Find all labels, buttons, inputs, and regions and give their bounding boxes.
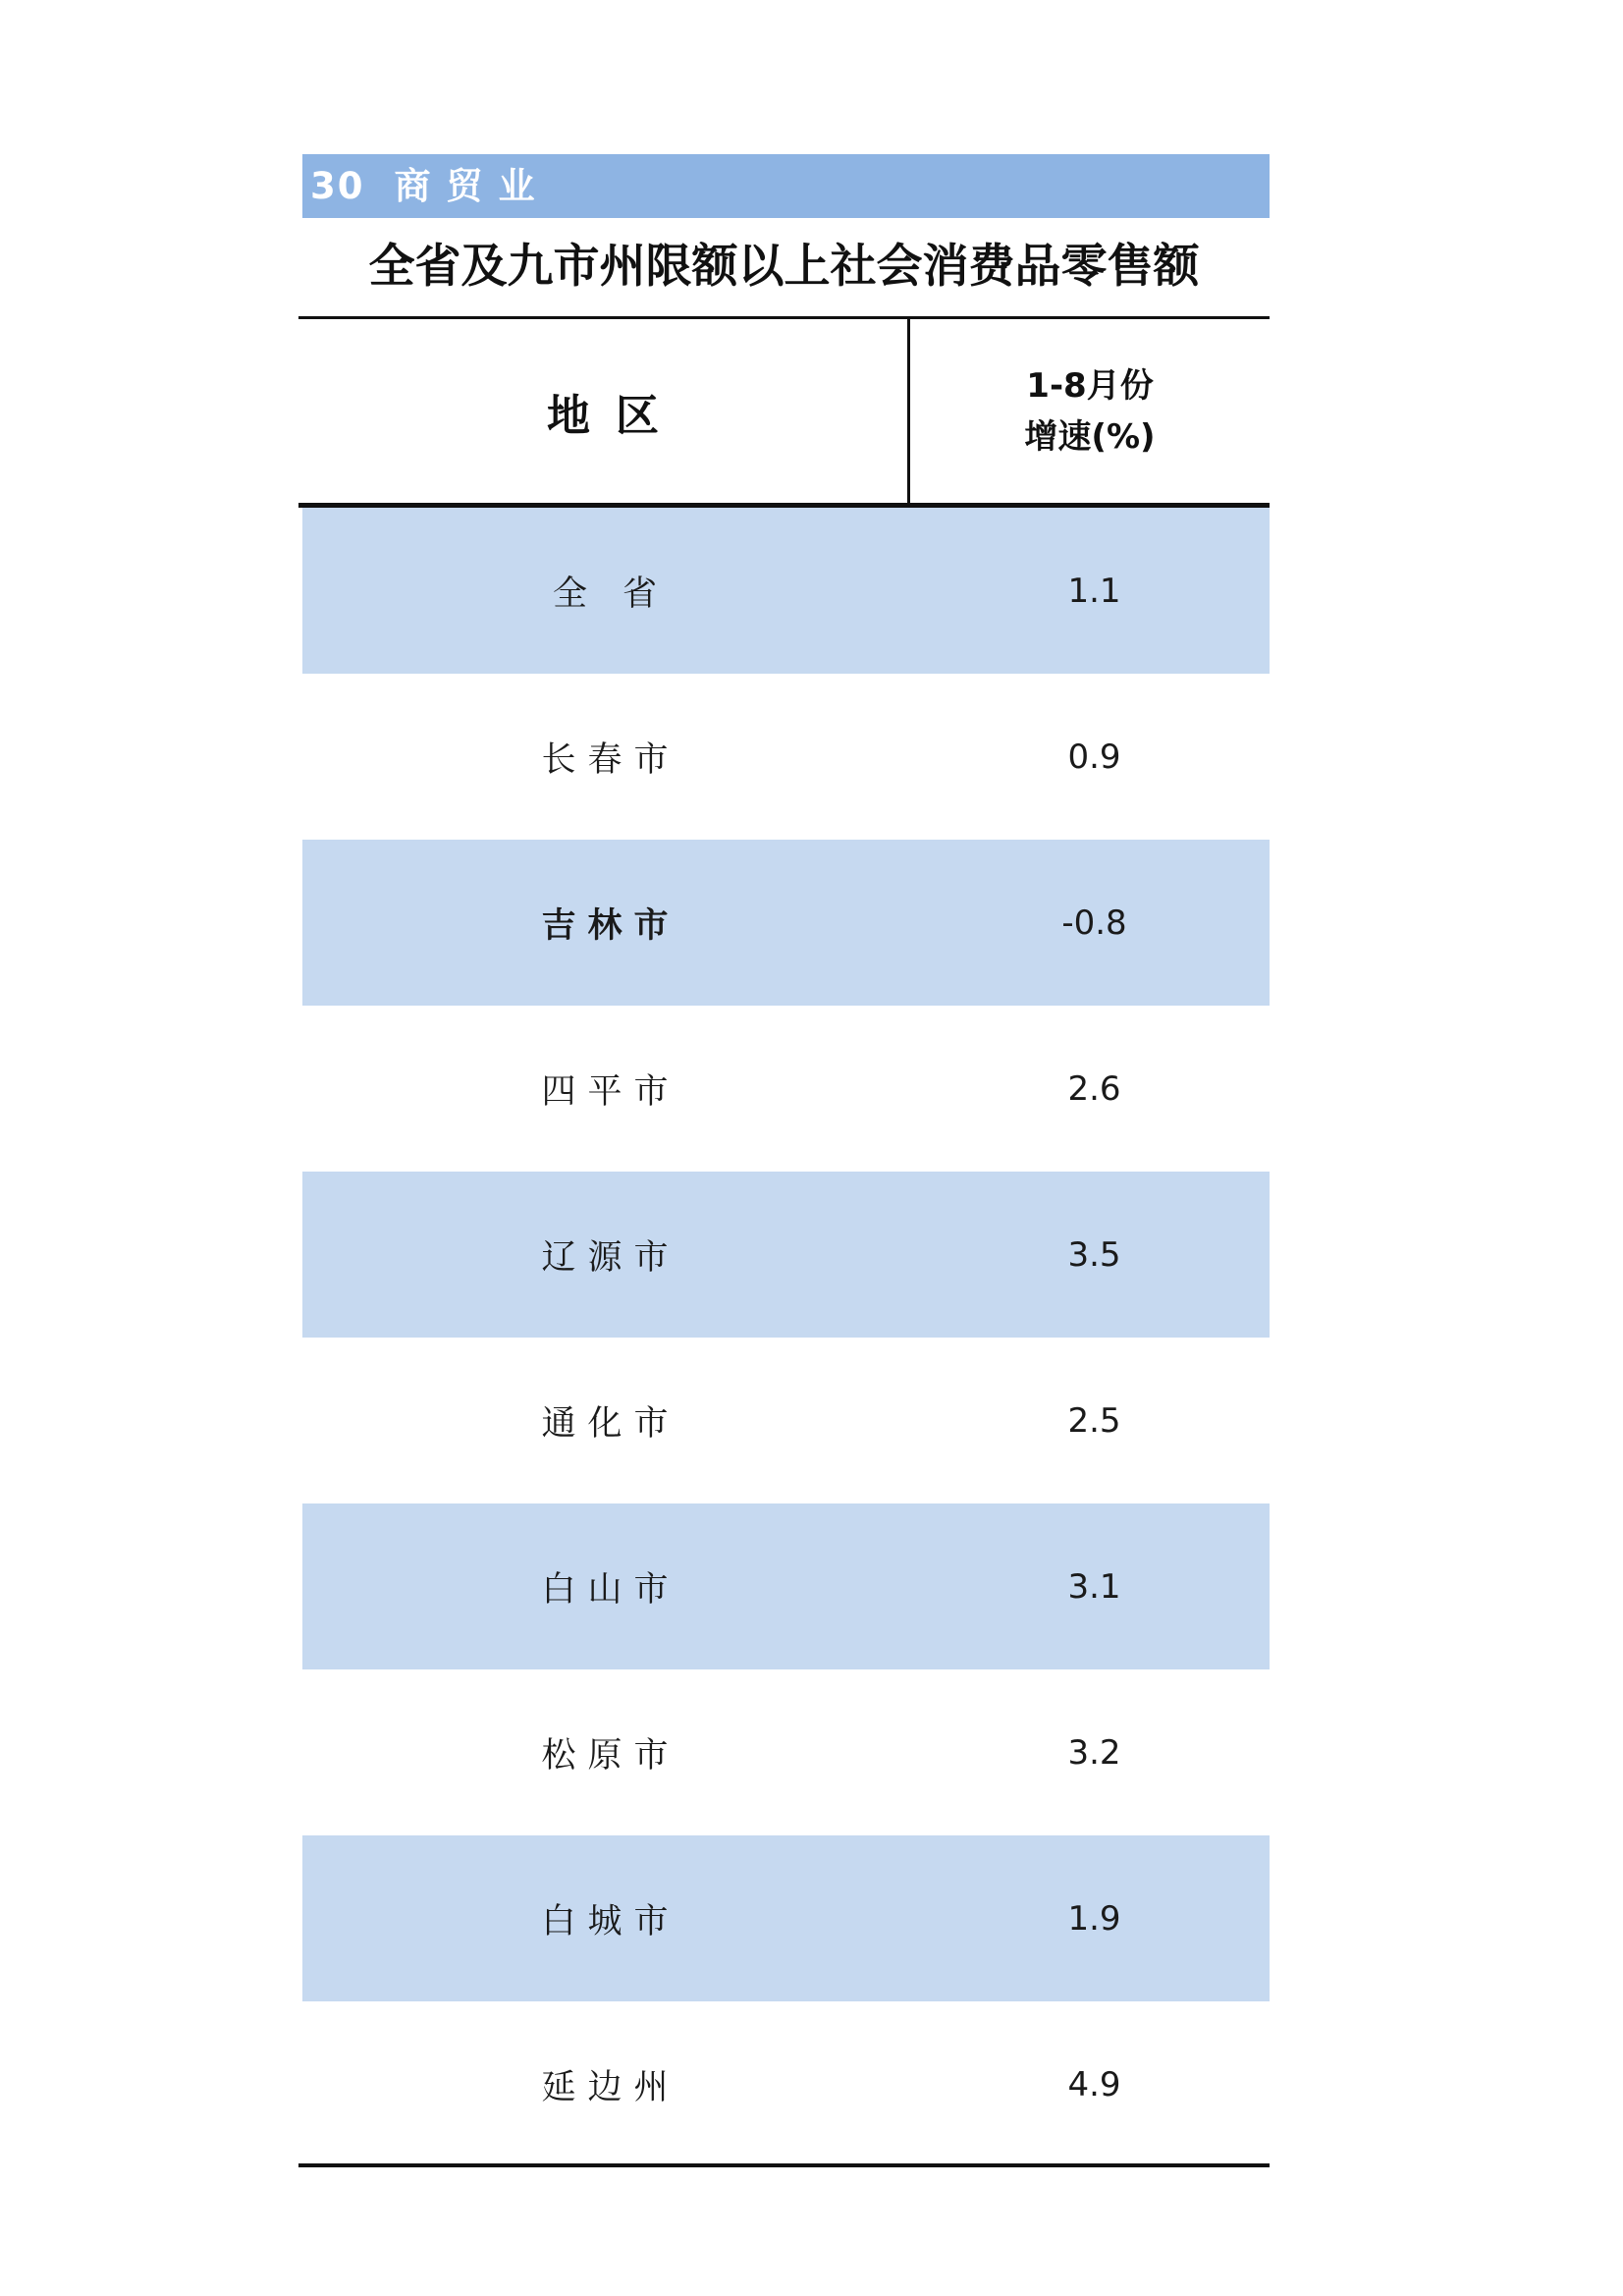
- table-row: [302, 1669, 1270, 1835]
- column-header-region: 地区: [547, 390, 684, 441]
- row-region: 白城市: [541, 1901, 680, 1941]
- table-row: [302, 1835, 1270, 2001]
- row-region: 吉林市: [541, 905, 680, 946]
- row-region: 全省: [552, 574, 692, 614]
- section-number: 30: [310, 165, 365, 207]
- row-value: 2.5: [1067, 1400, 1121, 1441]
- column-header-growth-period: 1-8月份: [1026, 365, 1154, 406]
- row-value: 1.1: [1067, 571, 1121, 611]
- table-row: [302, 508, 1270, 674]
- row-value: -0.8: [1061, 902, 1127, 943]
- table-row: [302, 1006, 1270, 1172]
- row-value: 3.1: [1067, 1566, 1121, 1607]
- row-region: 通化市: [541, 1403, 680, 1444]
- row-region: 四平市: [541, 1071, 680, 1112]
- table-row: [302, 1338, 1270, 1503]
- row-region: 辽源市: [541, 1237, 680, 1278]
- row-region: 长春市: [541, 739, 680, 780]
- row-region: 松原市: [541, 1735, 680, 1776]
- table-title: 全省及九市州限额以上社会消费品零售额: [368, 240, 1200, 294]
- table-row: [302, 2001, 1270, 2167]
- section-name: 商贸业: [394, 165, 551, 207]
- table-row: [302, 1172, 1270, 1338]
- row-region: 白山市: [541, 1569, 680, 1610]
- section-header-bar: [302, 154, 1270, 218]
- table-body: [302, 508, 1270, 2167]
- row-value: 1.9: [1067, 1898, 1121, 1939]
- column-header-growth: [910, 319, 1270, 503]
- row-value: 3.2: [1067, 1732, 1121, 1773]
- table-row: [302, 840, 1270, 1006]
- table-row: [302, 674, 1270, 840]
- table-row: [302, 1503, 1270, 1669]
- row-value: 0.9: [1067, 737, 1121, 777]
- row-value: 2.6: [1067, 1068, 1121, 1109]
- column-header-growth-unit: 增速(%): [1024, 416, 1156, 457]
- row-value: 4.9: [1067, 2064, 1121, 2105]
- row-region: 延边州: [541, 2067, 680, 2107]
- row-value: 3.5: [1067, 1234, 1121, 1275]
- table-bottom-rule: [298, 2163, 1270, 2167]
